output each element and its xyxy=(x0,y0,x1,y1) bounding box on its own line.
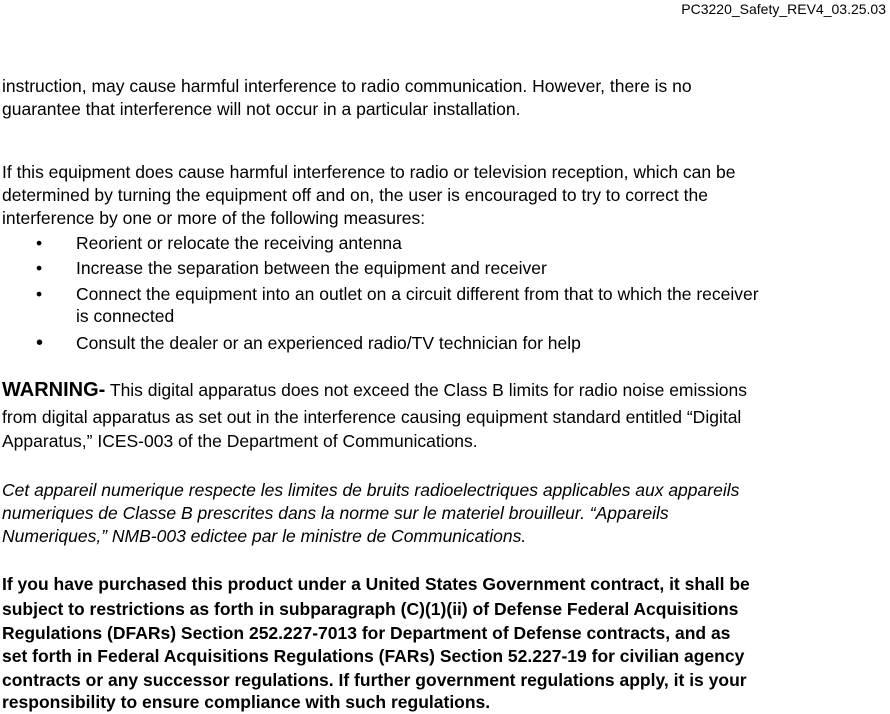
government-notice-line-2: subject to restrictions as forth in subparagraph (C)(1)(ii) of Defense Federal Acquisitions xyxy=(2,599,739,619)
measure-item-3-line-2: is connected xyxy=(76,306,175,326)
french-notice-line-2: numeriques de Classe B prescrites dans la norme sur le materiel brouilleur. “Appareils xyxy=(2,503,669,523)
french-notice-line-3: Numeriques,” NMB-003 edictee par le ministre de Communications. xyxy=(2,526,527,546)
measure-item-1: Reorient or relocate the receiving antenna xyxy=(76,233,402,253)
government-notice-line-4: set forth in Federal Acquisitions Regulations (FARs) Section 52.227-19 for civilian agency xyxy=(2,646,745,666)
bullet-marker: • xyxy=(36,332,44,354)
paragraph-2-line-2: determined by turning the equipment off and on, the user is encouraged to try to correct the xyxy=(2,185,708,205)
document-id-header: PC3220_Safety_REV4_03.25.03 xyxy=(681,1,886,17)
measure-item-4: Consult the dealer or an experienced radio/TV technician for help xyxy=(76,333,581,353)
paragraph-1-line-1: instruction, may cause harmful interference to radio communication. However, there is no xyxy=(2,76,692,96)
warning-text: This digital apparatus does not exceed the Class B limits for radio noise emissions xyxy=(105,380,747,400)
paragraph-2-line-3: interference by one or more of the following measures: xyxy=(2,208,426,228)
warning-line-2: from digital apparatus as set out in the interference causing equipment standard entitled “Digital xyxy=(2,407,742,427)
french-notice-line-1: Cet appareil numerique respecte les limites de bruits radioelectriques applicables aux appareils xyxy=(2,480,740,500)
government-notice-line-5: contracts or any successor regulations. If further government regulations apply, it is your xyxy=(2,670,747,690)
measure-item-2: Increase the separation between the equipment and receiver xyxy=(76,258,547,278)
paragraph-1-line-2: guarantee that interference will not occur in a particular installation. xyxy=(2,99,521,119)
warning-line-1 xyxy=(2,380,747,400)
government-notice-line-1: If you have purchased this product under a United States Government contract, it shall be xyxy=(2,574,750,594)
paragraph-2-line-1: If this equipment does cause harmful interference to radio or television reception, which can be xyxy=(2,162,736,182)
bullet-marker: • xyxy=(36,233,43,253)
bullet-marker: • xyxy=(36,284,43,304)
government-notice-line-3: Regulations (DFARs) Section 252.227-7013 for Department of Defense contracts, and as xyxy=(2,623,731,643)
warning-label: WARNING- xyxy=(2,379,106,401)
government-notice-line-6: responsibility to ensure compliance with such regulations. xyxy=(2,692,491,712)
measure-item-3-line-1: Connect the equipment into an outlet on a circuit different from that to which the receiver xyxy=(76,284,759,304)
bullet-marker: • xyxy=(36,258,43,278)
warning-line-3: Apparatus,” ICES-003 of the Department of Communications. xyxy=(2,431,478,451)
